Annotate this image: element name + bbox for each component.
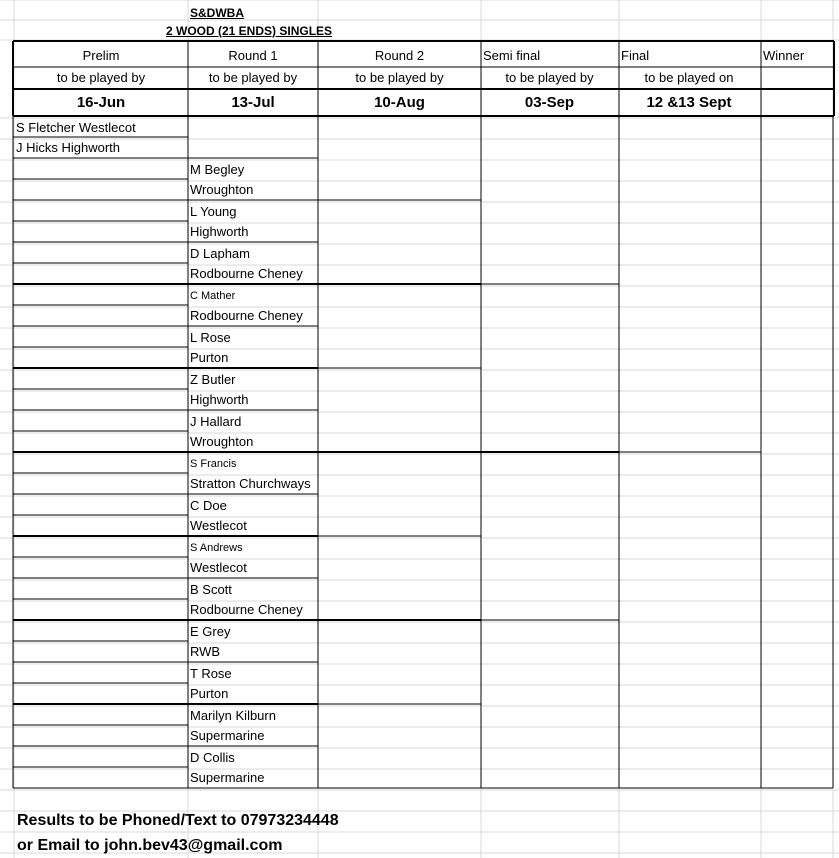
round1-player-name: Marilyn Kilburn [190,708,276,723]
col-semi-date: 03-Sep [524,94,575,111]
round1-player-name: S Francis [190,458,237,470]
prelim-player: S Fletcher Westlecot [16,120,136,135]
round1-player-name: L Rose [190,330,231,345]
round1-player-club: Purton [190,686,229,701]
round1-player-name: J Hallard [190,414,242,429]
col-round1-name: Round 1 [228,48,278,63]
col-final-date: 12 &13 Sept [646,94,732,111]
round1-player-name: E Grey [190,624,231,639]
col-round2-name: Round 2 [374,48,425,63]
competition-title: 2 WOOD (21 ENDS) SINGLES [166,24,333,38]
col-round2-note: to be played by [355,70,444,85]
round1-player-club: Wroughton [190,434,254,449]
round1-player-name: Z Butler [190,372,236,387]
col-winner-name: Winner [763,48,805,63]
round1-player-name: C Mather [190,290,236,302]
col-prelim-date: 16-Jun [76,94,126,111]
footer-email: or Email to john.bev43@gmail.com [17,837,283,854]
round1-player-name: M Begley [190,162,245,177]
col-semi-note: to be played by [505,70,594,85]
footer-phone: Results to be Phoned/Text to 07973234448 [17,812,339,829]
round1-player-name: D Lapham [190,246,250,261]
round1-player-name: C Doe [190,498,227,513]
round1-player-name: D Collis [190,750,235,765]
round1-player-club: Supermarine [190,770,265,785]
round1-player-club: Westlecot [190,518,247,533]
round1-player-club: Rodbourne Cheney [190,266,303,281]
round1-player-name: L Young [190,204,237,219]
org-title: S&DWBA [190,6,244,20]
col-round2-date: 10-Aug [374,94,425,111]
round1-player-club: Highworth [190,392,249,407]
col-round1-date: 13-Jul [231,94,275,111]
col-prelim-note: to be played by [56,70,146,85]
round1-player-name: T Rose [190,666,232,681]
round1-player-club: RWB [190,644,221,659]
round1-player-club: Supermarine [190,728,265,743]
col-prelim-name: Prelim [82,48,120,63]
round1-player-club: Highworth [190,224,249,239]
col-semi-name: Semi final [483,48,541,63]
col-round1-note: to be played by [208,70,298,85]
col-final-name: Final [621,48,650,63]
col-final-note: to be played on [644,70,734,85]
round1-player-club: Purton [190,350,229,365]
prelim-player: J Hicks Highworth [16,140,121,155]
round1-player-name: S Andrews [190,542,243,554]
round1-player-name: B Scott [190,582,232,597]
round1-player-club: Wroughton [190,182,254,197]
round1-player-club: Rodbourne Cheney [190,602,303,617]
round1-player-club: Rodbourne Cheney [190,308,303,323]
round1-player-club: Westlecot [190,560,247,575]
round1-player-club: Stratton Churchways [190,476,311,491]
